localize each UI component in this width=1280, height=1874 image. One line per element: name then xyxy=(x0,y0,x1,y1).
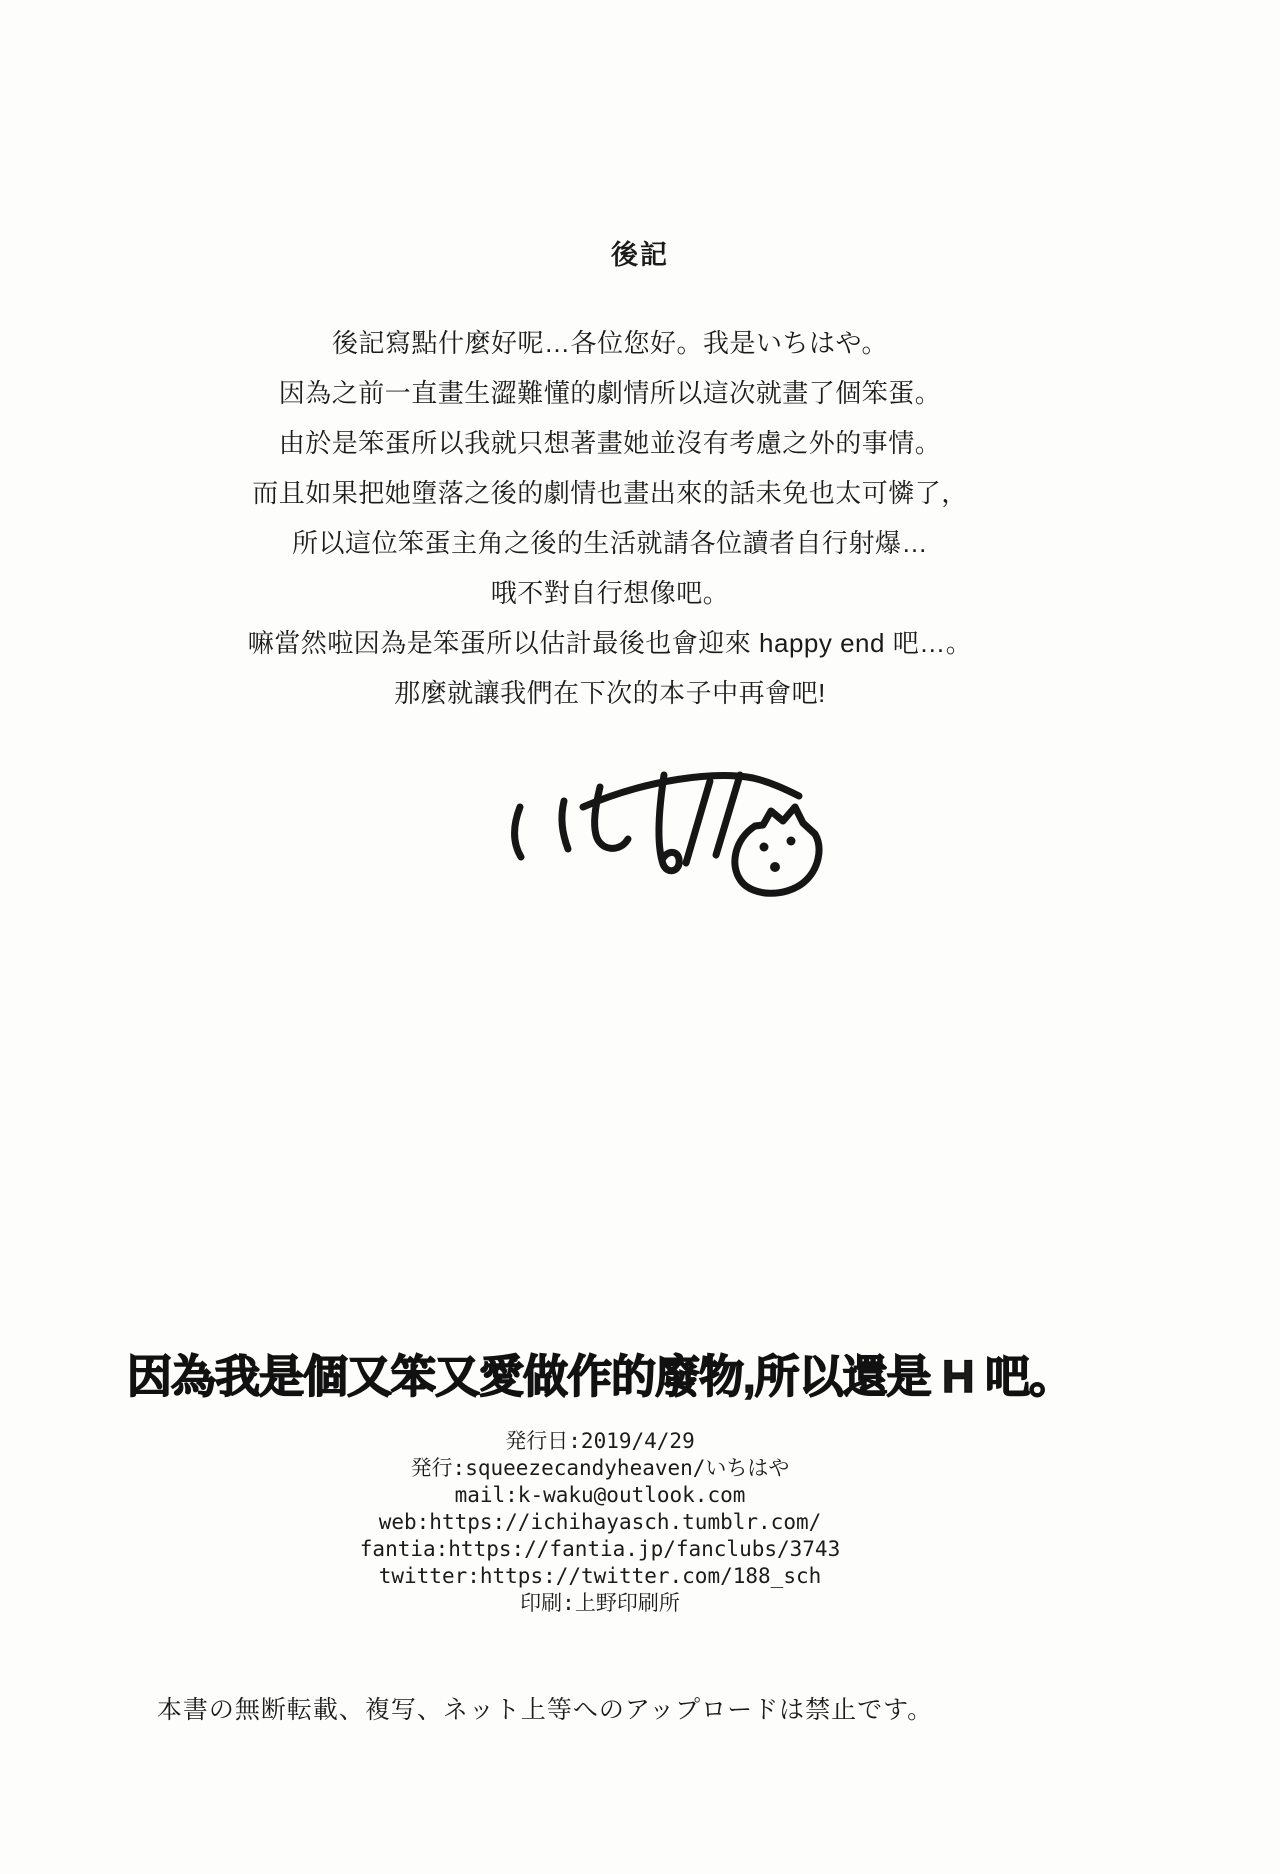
afterword-line: 後記寫點什麼好呢…各位您好。我是いちはや。 xyxy=(332,328,888,358)
twitter-url: twitter:https://twitter.com/188_sch xyxy=(378,1564,822,1588)
printer: 印刷:上野印刷所 xyxy=(520,1591,680,1615)
contact-mail: mail:k-waku@outlook.com xyxy=(454,1483,746,1507)
afterword-line: 那麼就讓我們在下次的本子中再會吧! xyxy=(394,678,826,708)
afterword-line: 所以這位笨蛋主角之後的生活就請各位讀者自行射爆… xyxy=(291,528,928,558)
publisher-circle: 発行:squeezecandyheaven/いちはや xyxy=(410,1456,790,1480)
colophon-block xyxy=(0,1428,1200,1617)
handwritten-signature-icon xyxy=(423,763,847,927)
artist-signature-drawing xyxy=(423,763,847,927)
fantia-url: fantia:https://fantia.jp/fanclubs/3743 xyxy=(359,1537,841,1561)
copyright-notice: 本書の無断転載、複写、ネット上等へのアップロードは禁止です。 xyxy=(156,1696,934,1724)
publish-date: 発行日:2019/4/29 xyxy=(505,1429,695,1453)
afterword-line: 嘛當然啦因為是笨蛋所以估計最後也會迎來 happy end 吧…。 xyxy=(247,628,973,658)
afterword-line: 哦不對自行想像吧。 xyxy=(490,578,730,608)
page-title: 後記 xyxy=(611,240,669,270)
book-title: 因為我是個又笨又愛做作的廢物,所以還是 H 吧。 xyxy=(126,1351,1073,1402)
afterword-line: 因為之前一直畫生澀難懂的劇情所以這次就畫了個笨蛋。 xyxy=(278,378,942,408)
afterword-line: 由於是笨蛋所以我就只想著畫她並沒有考慮之外的事情。 xyxy=(278,428,942,458)
afterword-text xyxy=(10,318,1210,718)
afterword-line: 而且如果把她墮落之後的劇情也畫出來的話未免也太可憐了， xyxy=(252,478,968,508)
web-url: web:https://ichihayasch.tumblr.com/ xyxy=(378,1510,822,1534)
